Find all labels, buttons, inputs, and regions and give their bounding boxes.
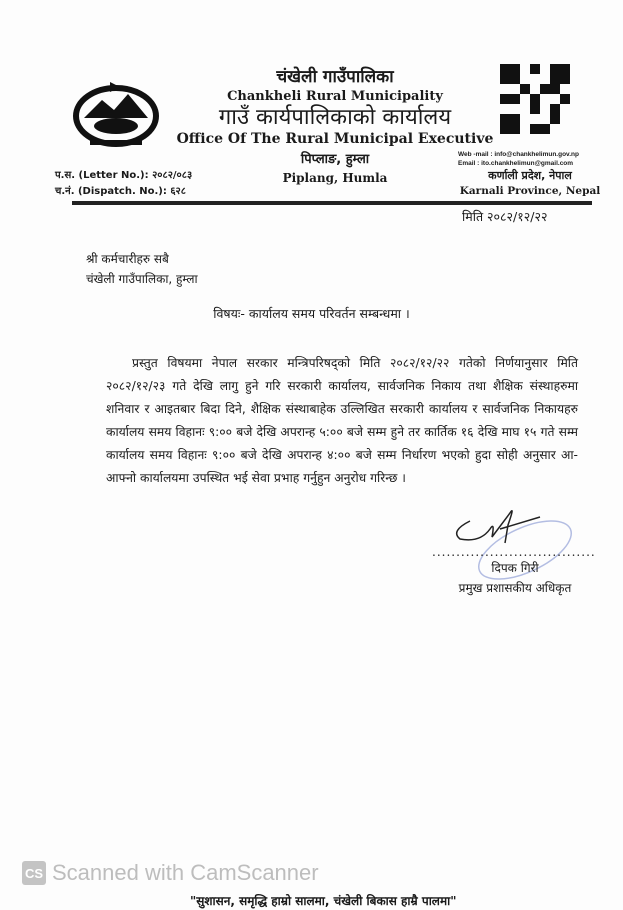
letter-number: प.स. (Letter No.): २०८२/०८३ — [55, 170, 193, 181]
signatory-name: दिपक गिरी — [491, 561, 539, 575]
camscanner-watermark — [22, 860, 319, 886]
web-mail: Web -mail : info@chankhelimun.gov.np — [458, 151, 579, 158]
province-np: कर्णाली प्रदेश, नेपाल — [488, 169, 572, 182]
signature-icon — [430, 505, 590, 545]
office-name-en: Office Of The Rural Municipal Executive — [176, 131, 494, 147]
recipient-line-1: श्री कर्मचारीहरु सबै — [86, 252, 169, 266]
place-en: Piplang, Humla — [282, 171, 388, 185]
subject: विषयः- कार्यालय समय परिवर्तन सम्बन्धमा । — [213, 306, 410, 321]
province-en: Karnali Province, Nepal — [459, 185, 601, 197]
reference-numbers — [55, 168, 192, 200]
recipient-line-2: चंखेली गाउँपालिका, हुम्ला — [86, 272, 198, 286]
dispatch-number: च.नं. (Dispatch. No.): ६२८ — [55, 186, 186, 197]
contact-info — [458, 150, 579, 168]
municipality-name-en: Chankheli Rural Municipality — [227, 89, 443, 104]
footer-slogan: "सुशासन, समृद्धि हाम्रो सालमा, चंखेली बिकास हाम्रै पालमा" — [190, 894, 457, 908]
place-np: पिप्लाङ, हुम्ला — [300, 152, 370, 167]
camscanner-logo-icon: CS — [22, 861, 46, 885]
signatory-designation: प्रमुख प्रशासकीय अधिकृत — [458, 581, 572, 595]
office-name-np: गाउँ कार्यपालिकाको कार्यालय — [218, 105, 452, 130]
email: Email : ito.chankhelimun@gmail.com — [458, 160, 574, 167]
letter-body: प्रस्तुत विषयमा नेपाल सरकार मन्त्रिपरिषद्को मिति २०८२/१२/२२ गतेको निर्णयानुसार मिति २०८२/१२/२३ गते देखि लागु हुने गरि सरकारी कार्यालय, सार्वजनिक निकाय तथा शैक्षिक संस्थाहरुमा शनिवार र आइतबार बिदा दिने, शैक्षिक संस्थाबाहेक उल्लिखित सरकारी कार्यालय र सार्वजनिक निकायहरु कार्यालय समय विहानः ९:०० बजे देखि अपरान्ह ५:०० बजे सम्म हुने तर कार्तिक १६ देखि माघ १५ गते सम्म कार्यालय समय विहानः ९:०० बजे देखि अपरान्ह ४:०० बजे सम्म निर्धारण भएको हुदा सोही अनुसार आ-आफ्नो कार्यालयमा उपस्थित भई सेवा प्रभाह गर्नुहुन अनुरोध गरिन्छ । — [106, 356, 578, 485]
letter-date: मिति २०८२/१२/२२ — [462, 209, 548, 224]
qr-code-icon — [500, 64, 570, 134]
watermark-text: Scanned with CamScanner — [52, 860, 319, 885]
header-divider — [72, 201, 592, 205]
municipality-name-np: चंखेली गाउँपालिका — [276, 67, 394, 87]
signature-line: .................................. — [432, 545, 596, 559]
nepal-emblem-icon — [70, 78, 162, 148]
